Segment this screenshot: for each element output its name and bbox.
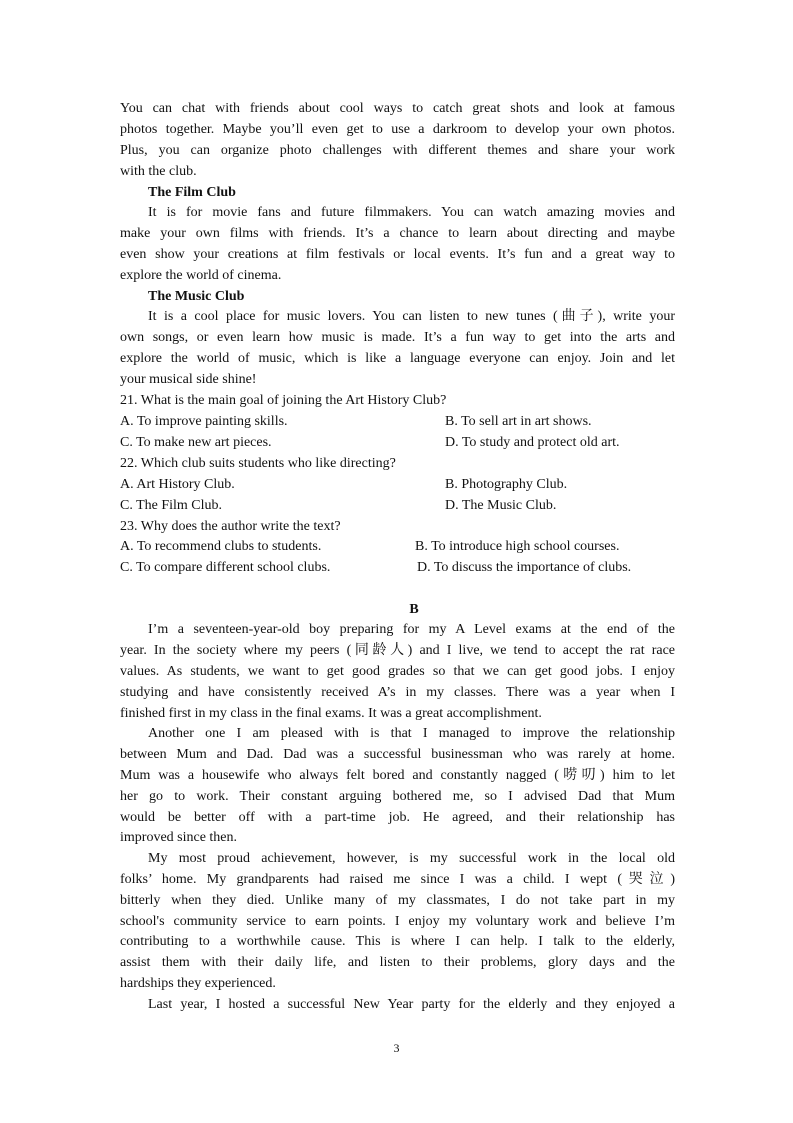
text-line: explore the world of music, which is like a language everyone can enjoy. Join and let <box>120 351 675 366</box>
text-line: hardships they experienced. <box>120 976 276 991</box>
text-line: explore the world of cinema. <box>120 268 282 283</box>
text-line: between Mum and Dad. Dad was a successful businessman who was rarely at home. <box>120 747 675 762</box>
text-line: year. In the society where my peers (同龄人) and I live, we tend to accept the rat race <box>120 643 675 658</box>
option-a: A. To recommend clubs to students. <box>120 539 322 554</box>
text-line: You can chat with friends about cool ways to catch great shots and look at famous <box>120 101 675 116</box>
option-a: A. To improve painting skills. <box>120 414 288 429</box>
music-club-heading: The Music Club <box>148 289 245 304</box>
text-line: studying and have consistently received A’s in my classes. There was a year when I <box>120 685 675 700</box>
text-line: photos together. Maybe you’ll even get to use a darkroom to develop your own photos. <box>120 122 675 137</box>
text-line: My most proud achievement, however, is my successful work in the local old <box>148 851 675 866</box>
text-line: It is for movie fans and future filmmakers. You can watch amazing movies and <box>148 205 675 220</box>
text-line: I’m a seventeen-year-old boy preparing for my A Level exams at the end of the <box>148 622 675 637</box>
text-line: Last year, I hosted a successful New Year party for the elderly and they enjoyed a <box>148 997 675 1012</box>
option-d: D. The Music Club. <box>445 498 557 513</box>
text-line: values. As students, we want to get good grades so that we can get good jobs. I enjoy <box>120 664 675 679</box>
text-line: Another one I am pleased with is that I managed to improve the relationship <box>148 726 675 741</box>
text-line: bitterly when they died. Unlike many of my classmates, I do not take part in my <box>120 893 675 908</box>
text-line: improved since then. <box>120 830 238 845</box>
text-line: would be better off with a part-time job. He agreed, and their relationship has <box>120 810 675 825</box>
text-line: own songs, or even learn how music is made. It’s a fun way to get into the arts and <box>120 330 675 345</box>
film-club-heading: The Film Club <box>148 185 236 200</box>
text-line: with the club. <box>120 164 197 179</box>
text-line: your musical side shine! <box>120 372 257 387</box>
option-b: B. Photography Club. <box>445 477 568 492</box>
text-line: folks’ home. My grandparents had raised me since I was a child. I wept (哭泣) <box>120 872 675 887</box>
section-heading: B <box>409 602 419 617</box>
question-stem: 21. What is the main goal of joining the Art History Club? <box>120 393 447 408</box>
text-line: It is a cool place for music lovers. You can listen to new tunes (曲子), write your <box>148 309 675 324</box>
text-line: Mum was a housewife who always felt bored and constantly nagged (唠叨) him to let <box>120 768 675 783</box>
text-line: Plus, you can organize photo challenges with different themes and share your work <box>120 143 675 158</box>
text-line: even show your creations at film festivals or local events. It’s fun and a great way to <box>120 247 675 262</box>
option-c: C. To compare different school clubs. <box>120 560 331 575</box>
text-line: assist them with their daily life, and listen to their problems, glory days and the <box>120 955 675 970</box>
text-line: make your own films with friends. It’s a chance to learn about directing and maybe <box>120 226 675 241</box>
text-line: contributing to a worthwhile cause. This is where I can help. I talk to the elderly, <box>120 934 675 949</box>
question-stem: 22. Which club suits students who like directing? <box>120 456 396 471</box>
option-c: C. The Film Club. <box>120 498 223 513</box>
page-number: 3 <box>393 1041 400 1055</box>
option-b: B. To introduce high school courses. <box>415 539 620 554</box>
question-stem: 23. Why does the author write the text? <box>120 519 341 534</box>
option-d: D. To discuss the importance of clubs. <box>417 560 632 575</box>
text-line: her go to work. Their constant arguing bothered me, so I advised Dad that Mum <box>120 789 675 804</box>
option-d: D. To study and protect old art. <box>445 435 620 450</box>
text-line: finished first in my class in the final exams. It was a great accomplishment. <box>120 706 542 721</box>
option-a: A. Art History Club. <box>120 477 235 492</box>
option-c: C. To make new art pieces. <box>120 435 272 450</box>
option-b: B. To sell art in art shows. <box>445 414 592 429</box>
text-line: school's community service to earn points. I enjoy my voluntary work and believe I’m <box>120 914 675 929</box>
